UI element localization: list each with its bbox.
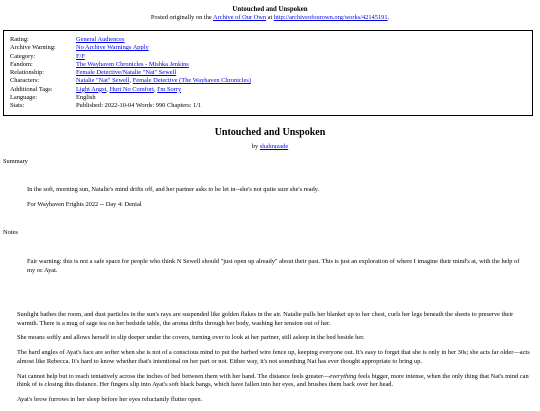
warning-link[interactable]: No Archive Warnings Apply — [76, 44, 149, 52]
meta-label: Stats: — [10, 102, 25, 110]
work-meta-box — [3, 30, 533, 116]
relationship-link[interactable]: Female Detective/Natalie "Nat" Sewell — [76, 69, 177, 77]
posted-period: . — [387, 14, 390, 22]
meta-row-stats — [10, 102, 532, 110]
body-text: feels bigger, more intense, when the only thing that Nat's mind can think of is closing this distance. Her fingers slip into Ayat's soft black bangs, which have fallen into her eyes, and brushes them back over her head. — [17, 372, 529, 389]
meta-row-tags — [10, 86, 532, 94]
meta-row-characters — [10, 77, 532, 85]
separator: , — [106, 85, 110, 93]
byline — [0, 143, 540, 152]
meta-value: English — [76, 94, 96, 102]
meta-row-rating — [10, 36, 532, 44]
meta-label: Relationship: — [10, 69, 45, 77]
character-link[interactable]: Female Detective (The Wayhaven Chronicles) — [132, 77, 251, 85]
meta-value — [76, 69, 532, 77]
meta-row-relationship — [10, 69, 532, 77]
fandom-link[interactable]: The Wayhaven Chronicles - Mishka Jenkins — [76, 60, 189, 68]
posted-line — [0, 14, 540, 23]
posted-prefix: Posted originally on the — [150, 14, 213, 22]
character-link[interactable]: Natalie "Nat" Sewell — [76, 77, 130, 85]
meta-label: Category: — [10, 52, 36, 60]
at-text: at — [266, 14, 274, 22]
rating-link[interactable]: General Audiences — [76, 36, 125, 43]
by-prefix: by — [251, 143, 260, 150]
meta-label: Language: — [10, 94, 37, 102]
author-link[interactable]: shahrazade — [259, 143, 289, 150]
meta-row-category — [10, 53, 532, 61]
summary-text: For Wayhaven Frights 2022 -- Day 4: Denial — [27, 201, 142, 208]
body-paragraph: The hard angles of Ayat's face are softer when she is not of a conscious mind to put the barbed wire fence up, keeping everyone out. It's easy to forget that she is only in her 30s; she acts far older—acts almost like Rebecca. It's hard to know whether that's intentional on her part or not. Either way, it's not something Nat has ever thought appropriate to bring up. — [17, 349, 530, 365]
tag-link[interactable]: Hurt No Comfort — [109, 85, 154, 93]
body-paragraph — [17, 373, 532, 390]
document-header — [0, 0, 540, 23]
meta-value — [76, 36, 532, 44]
meta-value — [76, 53, 532, 61]
work-body — [17, 311, 532, 411]
summary-heading: Summary — [3, 158, 28, 165]
tag-link[interactable]: I'm Sorry — [157, 85, 182, 93]
tag-link[interactable]: Light Angst — [76, 85, 107, 93]
separator: , — [129, 77, 133, 85]
summary-text: In the soft, morning sun, Natalie's mind drifts off, and her partner asks to be let in--she's not quite sure she's ready. — [27, 186, 320, 193]
notes-heading: Notes — [3, 229, 18, 236]
meta-label: Characters: — [10, 77, 40, 85]
separator: , — [153, 85, 158, 93]
body-paragraph: She moans softly and allows herself to slip deeper under the covers, turning over to look at her partner, still asleep in the bed beside her. — [17, 334, 365, 342]
meta-label: Archive Warning: — [10, 44, 56, 52]
meta-label: Additional Tags: — [10, 85, 53, 93]
body-emphasis: everything — [329, 372, 357, 380]
work-url-link[interactable]: http://archiveofourown.org/works/42145191 — [273, 14, 388, 22]
body-text: Nat cannot help but to reach tentatively across the inches of bed between them with her hand. The distance feels greater— — [17, 372, 330, 380]
archive-link[interactable]: Archive of Our Own — [212, 14, 267, 22]
meta-value — [76, 44, 532, 52]
meta-row-fandom — [10, 61, 532, 69]
meta-value — [76, 77, 532, 85]
meta-row-language — [10, 94, 532, 102]
work-title: Untouched and Unspoken — [214, 127, 326, 138]
meta-row-warning — [10, 44, 532, 52]
meta-label: Rating: — [10, 36, 29, 43]
body-paragraph: Ayat's brow furrows in her sleep before her eyes reluctantly flutter open. — [17, 396, 203, 404]
meta-value — [76, 61, 532, 69]
meta-value: Published: 2022-10-04 Words: 990 Chapters: 1/1 — [76, 102, 202, 110]
meta-value — [76, 86, 532, 94]
body-paragraph: Sunlight bathes the room, and dust particles in the sun's rays are suspended like golden flakes in the air. Natalie pulls her blanket up to her chest, curls her legs beneath the sheets to preserve their warmth. There is a mug of sage tea on her bedside table, the aroma drifts through her body, washing her tension out of her. — [17, 311, 514, 327]
notes-text: Fair warning: this is not a safe space for people who think N Sewell should "just open up already" about their past. This is just an exploration of where I imagine their mind's at, with the help of my oc Ayat. — [27, 258, 520, 274]
header-title: Untouched and Unspoken — [232, 6, 308, 13]
meta-label: Fandom: — [10, 60, 33, 68]
category-link[interactable]: F/F — [76, 52, 85, 60]
